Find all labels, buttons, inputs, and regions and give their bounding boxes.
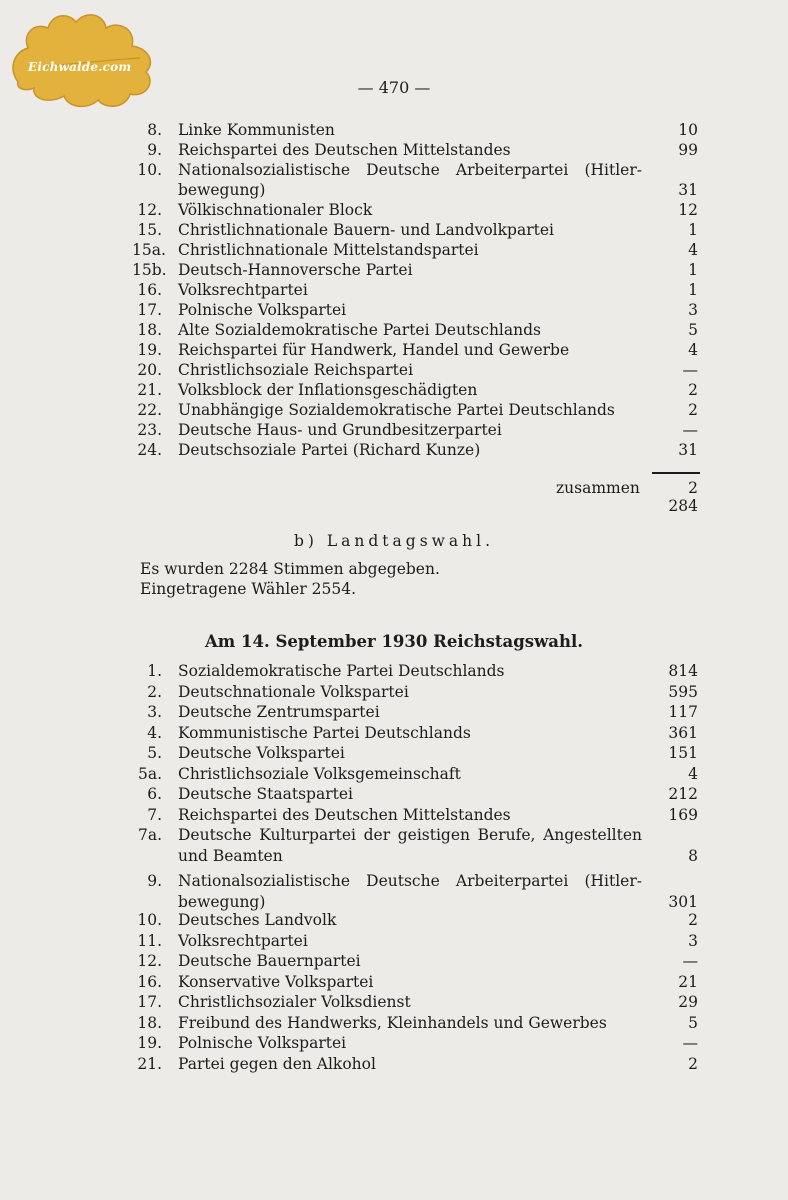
vote-count: 151 [668, 744, 698, 762]
registered-voters-line: Eingetragene Wähler 2554. [140, 580, 357, 598]
vote-count: 1 [688, 261, 698, 279]
list-item [132, 300, 700, 320]
vote-count: 12 [678, 201, 698, 219]
list-item [132, 992, 700, 1012]
list-item [132, 280, 700, 300]
party-name: Deutsches Landvolk [178, 911, 337, 929]
party-name: Konservative Volkspartei [178, 972, 374, 991]
list-item [132, 160, 700, 180]
list-item [132, 120, 700, 140]
list-item [132, 784, 700, 804]
item-number: 2. [147, 682, 162, 701]
vote-count: 4 [688, 241, 698, 259]
list-item [132, 220, 700, 240]
list-item-continuation [132, 892, 700, 912]
list-item [132, 825, 700, 845]
item-number: 15a. [132, 241, 166, 259]
item-number: 12. [137, 952, 162, 970]
item-number: 21. [137, 381, 162, 399]
party-name: Völkischnationaler Block [178, 201, 373, 219]
item-number: 23. [137, 421, 162, 439]
party-name: Volksblock der Inflationsgeschädigten [178, 381, 478, 399]
item-number: 5. [147, 744, 162, 762]
item-number: 18. [137, 1013, 162, 1032]
vote-count: 2 [688, 401, 698, 419]
list-item [132, 1013, 700, 1033]
list-item [132, 240, 700, 260]
party-name-continuation: und Beamten [178, 846, 283, 865]
item-number: 6. [147, 785, 162, 803]
vote-count: 29 [678, 993, 698, 1011]
vote-count: 361 [668, 723, 698, 742]
party-name: Deutsche Kulturpartei der geistigen Berufe, Angestellten [178, 826, 642, 844]
item-number: 7a. [137, 826, 162, 844]
party-name: Nationalsozialistische Deutsche Arbeiterpartei (Hitler- [178, 872, 642, 890]
party-name: Deutschnationale Volkspartei [178, 682, 409, 701]
vote-count: 169 [668, 805, 698, 824]
list-item [132, 661, 700, 681]
item-number: 5a. [137, 764, 162, 783]
list-item [132, 260, 700, 280]
party-name: Deutsche Volkspartei [178, 744, 345, 762]
list-item [132, 340, 700, 360]
item-number: 24. [137, 441, 162, 459]
list-item [132, 200, 700, 220]
party-name: Deutsch-Hannoversche Partei [178, 261, 413, 279]
vote-count: 1 [688, 221, 698, 239]
vote-count: 31 [678, 441, 698, 459]
party-name: Partei gegen den Alkohol [178, 1054, 376, 1073]
item-number: 19. [137, 341, 162, 359]
vote-count: 31 [678, 181, 698, 199]
list-item [132, 360, 700, 380]
list-item [132, 743, 700, 763]
item-number: 10. [137, 911, 162, 929]
list-item [132, 871, 700, 891]
list-item [132, 400, 700, 420]
item-number: 4. [147, 723, 162, 742]
list-item [132, 420, 700, 440]
list-item [132, 931, 700, 951]
item-number: 20. [137, 361, 162, 379]
page-number: — 470 — [357, 78, 431, 97]
party-name: Kommunistische Partei Deutschlands [178, 723, 471, 742]
list-item-continuation [132, 846, 700, 866]
list-item [132, 140, 700, 160]
list-item [132, 440, 700, 460]
list-item [132, 380, 700, 400]
party-name-continuation: bewegung) [178, 892, 266, 911]
party-name: Christlichnationale Bauern- und Landvolkpartei [178, 221, 554, 239]
item-number: 16. [137, 281, 162, 299]
vote-count: 10 [678, 121, 698, 139]
list-item [132, 805, 700, 825]
vote-count: 2 [688, 381, 698, 399]
party-name-continuation: bewegung) [178, 181, 266, 199]
votes-cast-line: Es wurden 2284 Stimmen abgegeben. [140, 560, 440, 578]
vote-count: 8 [688, 846, 698, 865]
vote-count: 1 [688, 281, 698, 299]
item-number: 11. [137, 931, 162, 950]
vote-count: 301 [668, 892, 698, 911]
vote-count: 3 [688, 301, 698, 319]
vote-count: — [682, 952, 698, 970]
vote-count: 4 [688, 764, 698, 783]
vote-count: 3 [688, 931, 698, 950]
total-value: 2 284 [668, 479, 698, 515]
list-item-continuation [132, 180, 700, 200]
party-name: Deutsche Haus- und Grundbesitzerpartei [178, 421, 502, 439]
party-name: Christlichnationale Mittelstandspartei [178, 241, 479, 259]
list-item [132, 1054, 700, 1074]
party-name: Reichspartei für Handwerk, Handel und Gewerbe [178, 341, 570, 359]
party-name: Alte Sozialdemokratische Partei Deutschlands [178, 321, 541, 339]
list-item [132, 320, 700, 340]
item-number: 8. [147, 121, 162, 139]
party-name: Deutsche Bauernpartei [178, 952, 361, 970]
list-item [132, 723, 700, 743]
item-number: 1. [147, 662, 162, 680]
item-number: 10. [137, 161, 162, 179]
party-name: Christlichsoziale Reichspartei [178, 361, 414, 379]
item-number: 16. [137, 972, 162, 991]
vote-count: 2 [688, 911, 698, 929]
list-item [132, 682, 700, 702]
list-item [132, 1033, 700, 1053]
party-name: Linke Kommunisten [178, 121, 335, 139]
party-name: Polnische Volkspartei [178, 301, 347, 319]
party-name: Sozialdemokratische Partei Deutschlands [178, 662, 505, 680]
vote-count: 814 [668, 662, 698, 680]
vote-count: — [682, 361, 698, 379]
item-number: 3. [147, 703, 162, 721]
item-number: 19. [137, 1034, 162, 1052]
item-number: 9. [147, 141, 162, 159]
party-name: Deutsche Zentrumspartei [178, 703, 380, 721]
party-name: Deutsche Staatspartei [178, 785, 353, 803]
logo-text: Eichwalde.com [28, 60, 132, 74]
vote-count: 117 [668, 703, 698, 721]
item-number: 12. [137, 201, 162, 219]
total-label: zusammen [556, 479, 640, 497]
vote-count: 5 [688, 1013, 698, 1032]
item-number: 21. [137, 1054, 162, 1073]
item-number: 7. [147, 805, 162, 824]
item-number: 15b. [132, 261, 167, 279]
vote-count: 21 [678, 972, 698, 991]
sum-rule [652, 472, 700, 474]
vote-count: — [682, 421, 698, 439]
section-title-landtagswahl: b) Landtagswahl. [293, 532, 495, 550]
vote-count: 212 [668, 785, 698, 803]
item-number: 17. [137, 301, 162, 319]
list-item [132, 764, 700, 784]
party-name: Reichspartei des Deutschen Mittelstandes [178, 141, 511, 159]
party-name: Deutschsoziale Partei (Richard Kunze) [178, 441, 481, 459]
party-name: Polnische Volkspartei [178, 1034, 347, 1052]
vote-count: 2 [688, 1054, 698, 1073]
list-item [132, 910, 700, 930]
party-name: Christlichsozialer Volksdienst [178, 993, 411, 1011]
party-name: Unabhängige Sozialdemokratische Partei Deutschlands [178, 401, 615, 419]
party-name: Freibund des Handwerks, Kleinhandels und Gewerbes [178, 1013, 607, 1032]
vote-count: 595 [668, 682, 698, 701]
item-number: 17. [137, 993, 162, 1011]
item-number: 15. [137, 221, 162, 239]
item-number: 9. [147, 872, 162, 890]
list-item [132, 702, 700, 722]
section-heading-1930: Am 14. September 1930 Reichstagswahl. [205, 632, 583, 651]
vote-count: 4 [688, 341, 698, 359]
party-name: Volksrechtpartei [178, 931, 308, 950]
item-number: 22. [137, 401, 162, 419]
party-name: Reichspartei des Deutschen Mittelstandes [178, 805, 511, 824]
item-number: 18. [137, 321, 162, 339]
list-item [132, 972, 700, 992]
vote-count: — [682, 1034, 698, 1052]
list-item [132, 951, 700, 971]
party-name: Volksrechtpartei [178, 281, 308, 299]
party-name: Nationalsozialistische Deutsche Arbeiterpartei (Hitler- [178, 161, 642, 179]
vote-count: 5 [688, 321, 698, 339]
party-name: Christlichsoziale Volksgemeinschaft [178, 764, 461, 783]
vote-count: 99 [678, 141, 698, 159]
